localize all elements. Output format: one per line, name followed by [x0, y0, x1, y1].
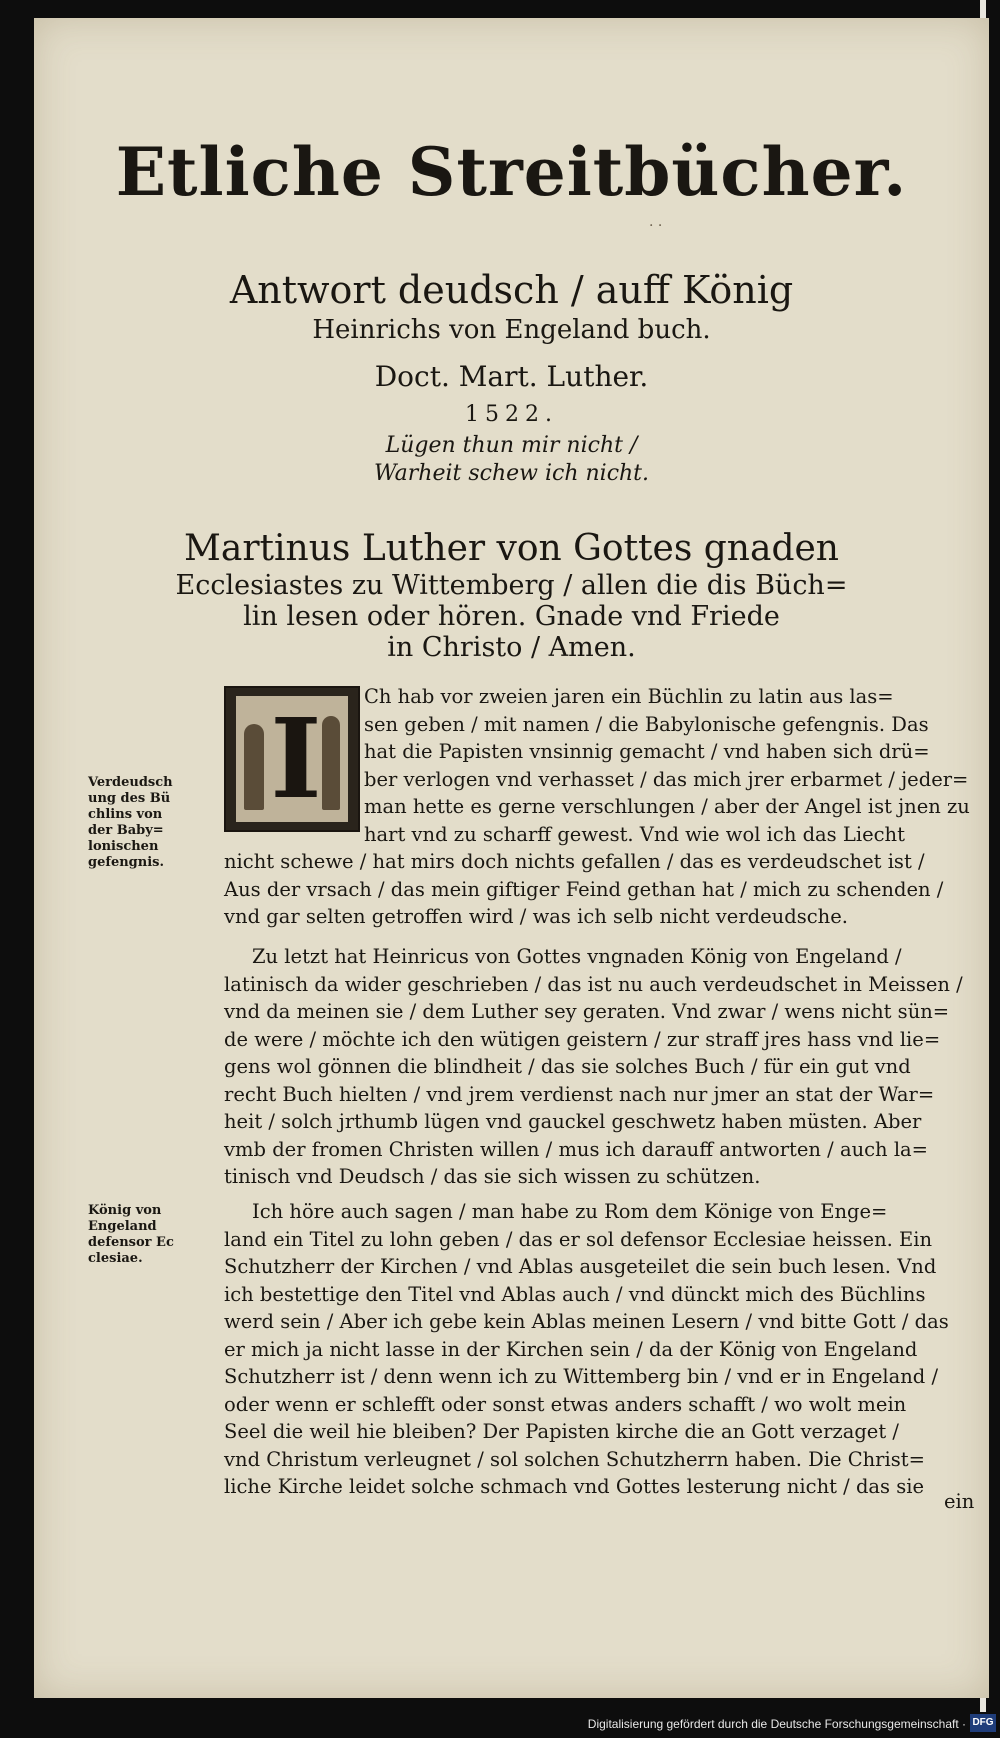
margin-line: ung des Bü: [88, 791, 171, 806]
address-block: [34, 528, 989, 663]
margin-note-verdeudschung: [88, 775, 216, 871]
text-line: ich bestettige den Titel vnd Ablas auch / vnd dünckt mich des Büchlins: [224, 1282, 926, 1306]
text-line: Schutzherr ist / denn wenn ich zu Wittemberg bin / vnd er in Engeland /: [224, 1365, 939, 1388]
margin-line: chlins von: [88, 807, 163, 822]
book-page: [34, 18, 989, 1698]
margin-line: Verdeudsch: [88, 775, 173, 790]
text-line: vnd gar selten getroffen wird / was ich selb nicht verdeudsche.: [224, 905, 848, 928]
text-line: liche Kirche leidet solche schmach vnd Gottes lesterung nicht / das sie: [224, 1475, 925, 1498]
address-line: in Christo / Amen.: [387, 632, 636, 663]
motto-line2: Warheit schew ich nicht.: [373, 461, 650, 486]
text-line: Seel die weil hie bleiben? Der Papisten kirche die an Gott verzaget /: [224, 1420, 899, 1443]
text-line: tinisch vnd Deudsch / das sie sich wissen zu schützen.: [224, 1165, 761, 1188]
text-line: Ich höre auch sagen / man habe zu Rom dem Könige von Enge=: [252, 1200, 888, 1223]
text-line: heit / solch jrthumb lügen vnd gauckel geschwetz haben müsten. Aber: [224, 1110, 922, 1133]
text-line: Aus der vrsach / das mein giftiger Feind gethan hat / mich zu schenden /: [224, 877, 944, 901]
page-title: Etliche Streitbücher.: [115, 133, 908, 211]
paragraph-1-top: [364, 683, 970, 848]
text-line: vmb der fromen Christen willen / mus ich darauff antworten / auch la=: [224, 1137, 929, 1161]
woodcut-initial: [224, 686, 360, 832]
text-line: er mich ja nicht lasse in der Kirchen sein / da der König von Engeland: [224, 1337, 918, 1361]
text-line: Schutzherr der Kirchen / vnd Ablas ausgeteilet die sein buch lesen. Vnd: [224, 1255, 937, 1278]
footer-credit: Digitalisierung gefördert durch die Deutsche Forschungsgemeinschaft ·: [587, 1717, 966, 1731]
text-line: ber verlogen vnd verhasset / das mich jrer erbarmet / jeder=: [364, 767, 969, 791]
text-line: hat die Papisten vnsinnig gemacht / vnd haben sich drü=: [364, 740, 930, 763]
text-line: vnd Christum verleugnet / sol solchen Schutzherrn haben. Die Christ=: [224, 1447, 925, 1471]
margin-line: Engeland: [88, 1219, 157, 1234]
paragraph-3: [224, 1198, 949, 1501]
author-line: Doct. Mart. Luther.: [374, 360, 649, 393]
paragraph-1-rest: [224, 848, 943, 931]
margin-line: gefengnis.: [88, 855, 165, 870]
text-line: vnd da meinen sie / dem Luther sey geraten. Vnd zwar / wens nicht sün=: [224, 1000, 950, 1023]
text-line: land ein Titel zu lohn geben / das er sol defensor Ecclesiae heissen. Ein: [224, 1227, 933, 1251]
paragraph-2: [224, 943, 963, 1191]
text-line: recht Buch hielten / vnd jrem verdienst nach nur jmer an stat der War=: [224, 1082, 935, 1106]
text-line: Zu letzt hat Heinricus von Gottes vngnaden König von Engeland /: [252, 945, 902, 968]
address-line: lin lesen oder hören. Gnade vnd Friede: [243, 601, 780, 632]
text-line: gens wol gönnen die blindheit / das sie solches Buch / für ein gut vnd: [224, 1055, 911, 1078]
motto: [34, 432, 989, 488]
margin-line: defensor Ec: [88, 1235, 174, 1250]
catchword: ein: [944, 1490, 975, 1513]
initial-letter: I: [270, 694, 322, 823]
dfg-logo-icon: DFG: [970, 1714, 996, 1732]
text-line: latinisch da wider geschrieben / das ist nu auch verdeudschet in Meissen /: [224, 972, 963, 996]
text-line: oder wenn er schlefft oder sonst etwas anders schafft / wo wolt mein: [224, 1392, 907, 1416]
year-line: 1522.: [465, 402, 558, 427]
address-line: Ecclesiastes zu Wittemberg / allen die dis Büch=: [175, 570, 848, 601]
motto-line1: Lügen thun mir nicht /: [385, 433, 638, 458]
margin-line: König von: [88, 1203, 162, 1218]
text-line: Ch hab vor zweien jaren ein Büchlin zu latin aus las=: [364, 685, 894, 708]
margin-line: clesiae.: [88, 1251, 143, 1266]
text-line: hart vnd zu scharff gewest. Vnd wie wol ich das Liecht: [364, 822, 905, 846]
subtitle-line1: Antwort deudsch / auff König: [229, 268, 794, 312]
margin-line: lonischen: [88, 839, 159, 854]
text-line: sen geben / mit namen / die Babylonische gefengnis. Das: [364, 712, 929, 736]
figure-left-icon: [244, 724, 264, 810]
text-line: nicht schewe / hat mirs doch nichts gefallen / das es verdeudschet ist /: [224, 850, 925, 873]
text-line: werd sein / Aber ich gebe kein Ablas meinen Lesern / vnd bitte Gott / das: [224, 1310, 949, 1333]
subtitle-line2: Heinrichs von Engeland buch.: [312, 315, 711, 345]
text-line: de were / möchte ich den wütigen geistern / zur straff jres hass vnd lie=: [224, 1027, 941, 1051]
margin-line: der Baby=: [88, 823, 164, 838]
ornament-mark: · ·: [649, 218, 663, 234]
woodcut-ground: [236, 696, 348, 822]
text-line: man hette es gerne verschlungen / aber der Angel ist jnen zu: [364, 795, 970, 818]
margin-note-defensor: [88, 1203, 216, 1267]
address-line: Martinus Luther von Gottes gnaden: [184, 528, 839, 569]
